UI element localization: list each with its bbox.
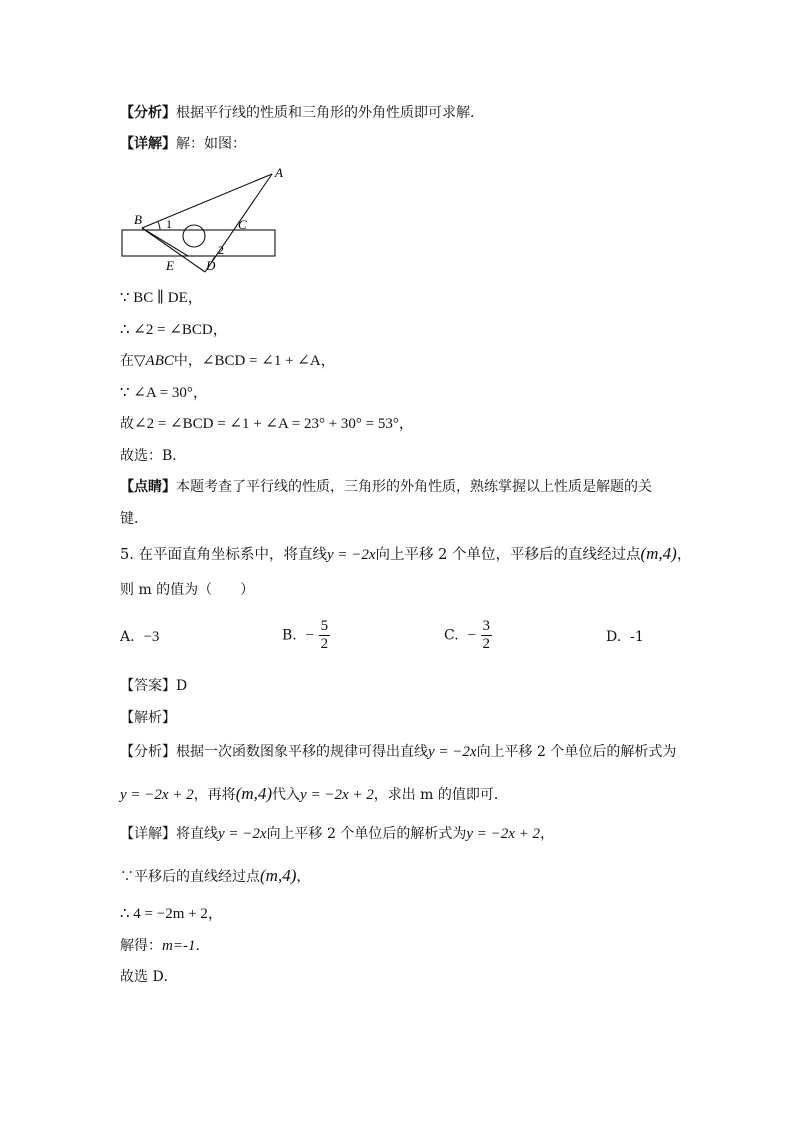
label-E: E [166, 258, 174, 273]
step-6: 故选：B． [120, 448, 187, 464]
label-angle-1: 1 [166, 217, 172, 231]
q5-analysis2-eq1: y = −2x + 2 [120, 787, 194, 803]
option-c[interactable] [444, 618, 492, 653]
q5-step-3-b: ． [195, 938, 210, 954]
q5-analysis-tag: 【分析】 [120, 744, 176, 760]
q5-detail-eq2: y = −2x + 2 [466, 826, 541, 842]
q5-analysis2-eq2: y = −2x + 2 [300, 787, 374, 803]
step-4: ∵ ∠A = 30°， [120, 385, 208, 401]
option-c-sign: − [467, 627, 477, 644]
step-5-pre: 故 [120, 416, 134, 432]
prev-analysis-line [120, 103, 484, 123]
line-BA [142, 174, 272, 228]
option-b-numerator: 5 [320, 618, 329, 634]
option-b-denominator: 2 [320, 636, 329, 652]
step-2: ∴ ∠2 = ∠BCD， [120, 322, 228, 338]
q5-step-3-eq: m=-1 [162, 938, 196, 954]
label-B: B [134, 212, 142, 227]
step-5 [120, 414, 414, 434]
option-b-fraction [319, 618, 331, 653]
option-c-numerator: 3 [482, 618, 490, 634]
option-a-value: −3 [143, 629, 160, 645]
line-BE [142, 228, 188, 256]
q5-step-1-a: ∵平移后的直线经过点 [120, 869, 260, 885]
step-3-eq: ∠BCD = ∠1 + ∠A， [201, 353, 336, 369]
option-d-value: -1 [630, 629, 644, 645]
label-D: D [206, 258, 216, 273]
q5-analysis-line-1 [120, 742, 676, 762]
step-1: ∵ BC ∥ DE， [120, 290, 203, 306]
comment-line-2: 键． [120, 511, 148, 527]
q5-analysis-line-2 [120, 784, 508, 805]
detail-text: 解：如图： [176, 136, 246, 152]
q5-line-1 [120, 544, 691, 565]
option-b[interactable] [282, 618, 330, 653]
comment-line-1 [120, 477, 652, 497]
q5-step-1-point: (m,4) [260, 866, 297, 885]
q5-analysis2-point: (m,4) [235, 784, 273, 803]
q5-text-a: 在平面直角坐标系中，将直线 [138, 547, 327, 563]
q5-detail-line [120, 824, 554, 844]
q5-line-2: 则 m 的值为（ ） [120, 582, 255, 598]
q5-step-4: 故选 D． [120, 969, 178, 985]
q5-analysis2-b: 代入 [272, 787, 301, 803]
q5-analysis-b: 向上平移 2 个单位后的解析式为 [476, 744, 677, 760]
q5-text-c: ， [676, 547, 692, 563]
answer-line: 【答案】D [120, 678, 188, 694]
q5-detail-eq1: y = −2x [218, 826, 267, 842]
option-b-sign: − [305, 627, 315, 644]
step-5-eq: ∠2 = ∠BCD = ∠1 + ∠A = 23° + 30° = 53°， [134, 416, 414, 432]
step-3 [120, 351, 336, 371]
q5-detail-a: 将直线 [176, 826, 218, 842]
parse-line: 【解析】 [120, 710, 176, 726]
option-c-label: C. [444, 627, 459, 644]
label-A: A [275, 165, 283, 180]
option-c-fraction [481, 618, 493, 653]
circle-shape [183, 225, 205, 247]
q5-step-3-a: 解得： [120, 938, 162, 954]
comment-tag: 【点睛】 [120, 479, 176, 495]
option-c-denominator: 2 [482, 636, 490, 652]
q5-text-b: 向上平移 2 个单位，平移后的直线经过点 [375, 547, 641, 563]
q5-analysis2-c: ，求出 m 的值即可． [373, 787, 508, 803]
q5-detail-c: ， [540, 826, 555, 842]
geometry-figure [118, 160, 293, 278]
q5-step-2: ∴ 4 = −2m + 2， [120, 906, 223, 922]
analysis-text: 根据平行线的性质和三角形的外角性质即可求解． [176, 105, 484, 121]
option-b-label: B. [282, 627, 297, 644]
step-3-triangle: ▽ABC [134, 353, 174, 369]
q5-eq: y = −2x [326, 547, 376, 563]
step-3-pre: 在 [120, 353, 134, 369]
q5-analysis-a: 根据一次函数图象平移的规律可得出直线 [176, 744, 428, 760]
q5-step-1-b: ， [296, 869, 311, 885]
analysis-tag: 【分析】 [120, 105, 176, 121]
ruler-strip [122, 230, 275, 256]
option-d[interactable] [606, 627, 644, 647]
q5-step-3 [120, 936, 209, 956]
q5-analysis2-a: ，再将 [193, 787, 236, 803]
label-C: C [238, 217, 247, 232]
q5-analysis-eq: y = −2x [428, 744, 477, 760]
q5-point: (m,4) [640, 544, 677, 563]
q5-step-1 [120, 866, 310, 887]
q5-detail-tag: 【详解】 [120, 826, 176, 842]
option-d-label: D. [606, 629, 622, 645]
label-angle-2: 2 [218, 243, 224, 257]
step-3-mid: 中， [173, 353, 202, 369]
q5-detail-b: 向上平移 2 个单位后的解析式为 [266, 826, 467, 842]
comment-text-1: 本题考查了平行线的性质，三角形的外角性质，熟练掌握以上性质是解题的关 [176, 479, 652, 495]
q5-number: 5. [120, 547, 134, 563]
detail-tag: 【详解】 [120, 136, 176, 152]
option-a-label: A. [120, 629, 135, 645]
angle-1-arc [158, 222, 160, 230]
option-a[interactable] [120, 627, 159, 647]
prev-detail-line [120, 134, 246, 154]
